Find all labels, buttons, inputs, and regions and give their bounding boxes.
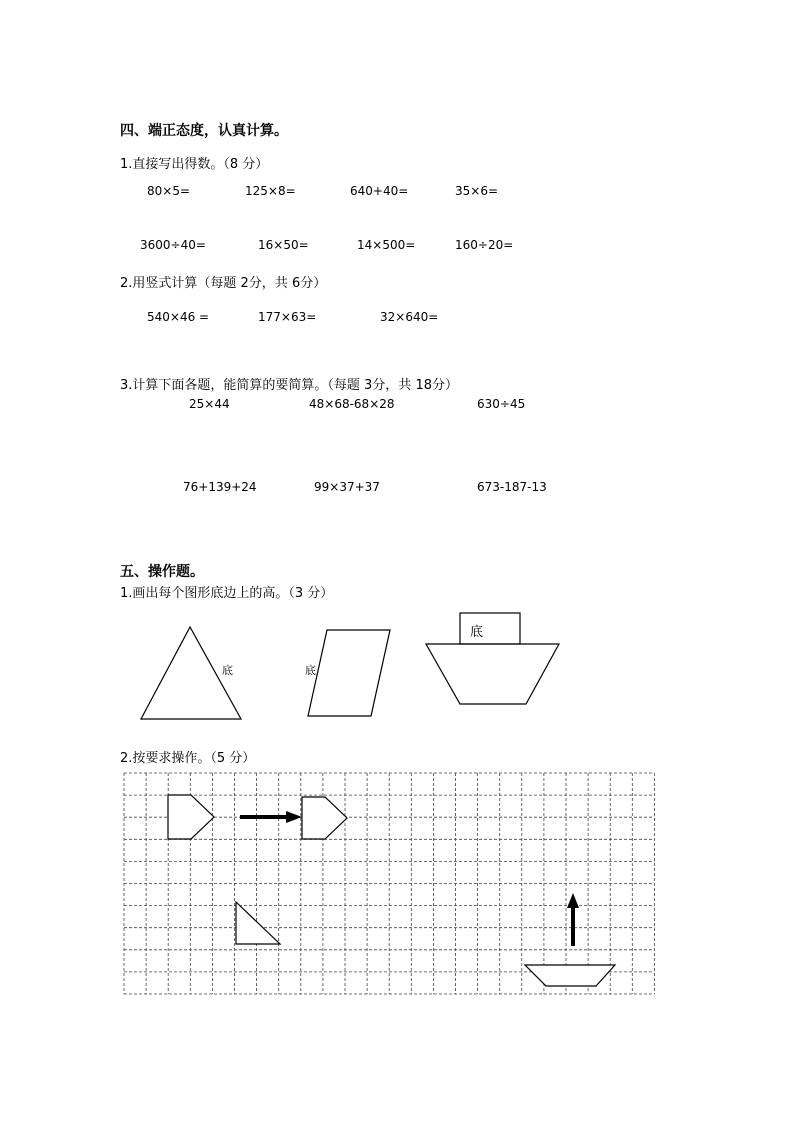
q1-title: 1.直接写出得数。（8 分） [120,157,269,172]
q1-item: 80×5= [147,184,191,198]
q3-item: 99×37+37 [314,480,380,494]
section4-title: 四、端正态度，认真计算。 [120,123,288,139]
q1-item: 16×50= [258,238,309,252]
q2-item: 32×640= [380,310,439,324]
q1-item: 640+40= [350,184,409,198]
q1-item: 3600÷40= [140,238,206,252]
q3-title: 3.计算下面各题，能简算的要简算。（每题 3分，共 18分） [120,378,458,393]
translate-arrow-head [286,811,302,823]
right-triangle-shape [236,902,280,944]
pentagon-translated [302,797,347,839]
q3-item: 76+139+24 [183,480,257,494]
q1-item: 160÷20= [455,238,514,252]
q2-item: 177×63= [258,310,317,324]
grid-lines [124,773,654,994]
q3-item: 630÷45 [477,397,526,411]
vertical-arrow-head [567,893,579,908]
q1-item: 14×500= [357,238,416,252]
q1-item: 125×8= [245,184,296,198]
q3-item: 25×44 [189,397,230,411]
parallelogram-base-label: 底 [305,664,316,677]
q3-item: 48×68-68×28 [309,397,395,411]
q1-item: 35×6= [455,184,499,198]
trapezoid-base-label: 底 [470,625,484,640]
s5-q1-title: 1.画出每个图形底边上的高。（3 分） [120,586,334,601]
section5-title: 五、操作题。 [120,564,204,580]
q2-title: 2.用竖式计算（每题 2分，共 6分） [120,276,327,291]
pentagon-original [168,795,214,839]
triangle-base-label: 底 [222,664,233,677]
q2-item: 540×46 = [147,310,210,324]
q3-item: 673-187-13 [477,480,547,494]
s5-q2-title: 2.按要求操作。（5 分） [120,751,256,766]
boat-trapezoid-shape [525,965,615,986]
